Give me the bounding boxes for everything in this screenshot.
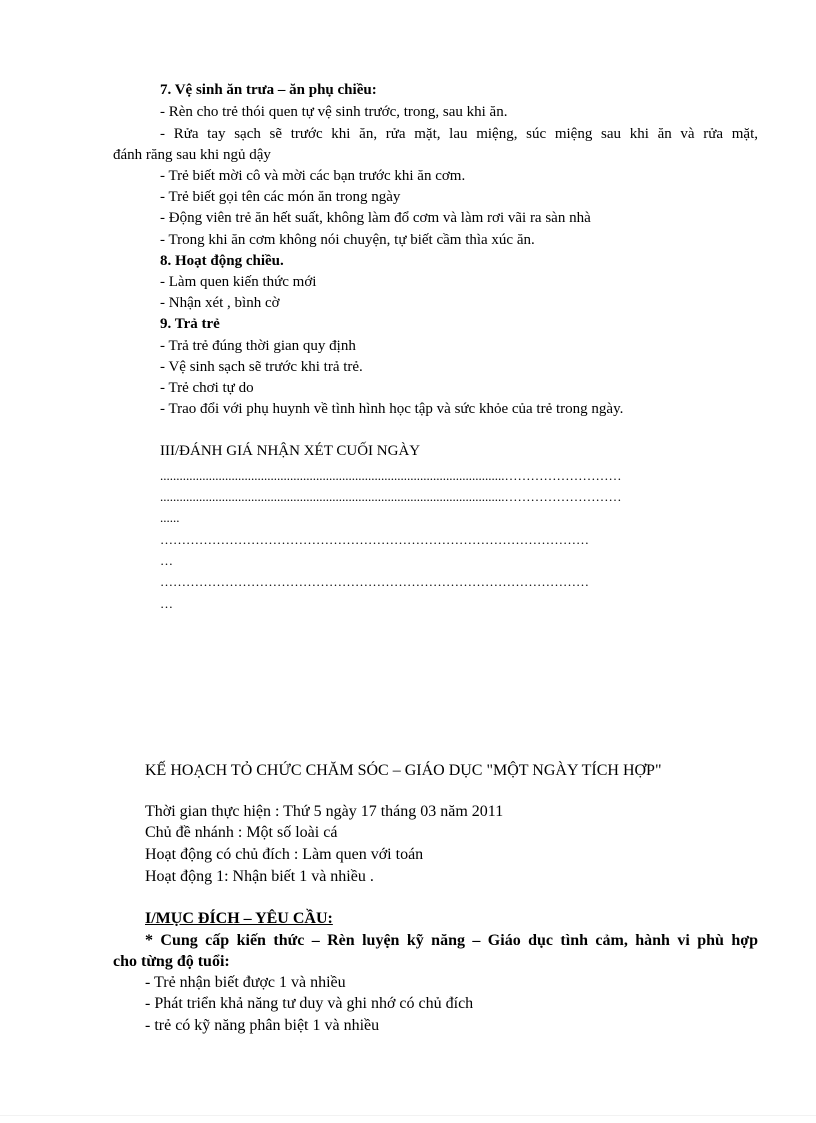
- evaluation-dotted-line: ......: [160, 510, 180, 525]
- plan-topic: Chủ đề nhánh : Một số loài cá: [145, 824, 338, 841]
- section-7-line: - Trẻ biết gọi tên các món ăn trong ngày: [160, 189, 401, 205]
- objective-item: - trẻ có kỹ năng phân biệt 1 và nhiều: [145, 1017, 380, 1034]
- section-7-line: - Rèn cho trẻ thói quen tự vệ sinh trước, trong, sau khi ăn.: [160, 104, 508, 120]
- objective-item: - Phát triển khả năng tư duy và ghi nhớ có chủ đích: [145, 995, 474, 1012]
- section-7-line: - Động viên trẻ ăn hết suất, không làm đổ cơm và làm rơi vãi ra sàn nhà: [160, 210, 591, 226]
- section-9-line: - Trẻ chơi tự do: [160, 380, 254, 396]
- section-7-heading: 7. Vệ sinh ăn trưa – ăn phụ chiều:: [160, 82, 377, 98]
- section-7-line: - Trong khi ăn cơm không nói chuyện, tự biết cầm thìa xúc ăn.: [160, 232, 535, 248]
- evaluation-dotted-line: ………………………………………………………………………………………: [160, 532, 589, 547]
- section-9-line: - Trao đổi với phụ huynh về tình hình học tập và sức khỏe của trẻ trong ngày.: [160, 401, 624, 417]
- section-7-line: - Rửa tay sạch sẽ trước khi ăn, rửa mặt, lau miệng, súc miệng sau khi ăn và rửa mặt,: [160, 126, 758, 142]
- section-7-line: - Trẻ biết mời cô và mời các bạn trước khi ăn cơm.: [160, 168, 466, 184]
- evaluation-dotted-line: ..........................................................................................................………………………: [160, 468, 622, 483]
- evaluation-heading: III/ĐÁNH GIÁ NHẬN XÉT CUỐI NGÀY: [160, 443, 421, 459]
- section-9-line: - Vệ sinh sạch sẽ trước khi trả trẻ.: [160, 359, 363, 375]
- page-bottom-edge: [0, 1115, 816, 1116]
- section-7-line: đánh răng sau khi ngủ dậy: [113, 147, 271, 163]
- evaluation-dotted-line: …: [160, 596, 173, 611]
- plan-time: Thời gian thực hiện : Thứ 5 ngày 17 tháng 03 năm 2011: [145, 803, 504, 820]
- evaluation-dotted-line: ………………………………………………………………………………………: [160, 574, 589, 589]
- section-9-heading: 9. Trả trẻ: [160, 316, 220, 332]
- objective-item: - Trẻ nhận biết được 1 và nhiều: [145, 974, 346, 991]
- objectives-subheading-cont: cho từng độ tuổi:: [113, 953, 230, 970]
- section-8-heading: 8. Hoạt động chiều.: [160, 253, 284, 269]
- plan-activity: Hoạt động có chủ đích : Làm quen với toán: [145, 846, 424, 863]
- objectives-subheading: * Cung cấp kiến thức – Rèn luyện kỹ năng – Giáo dục tình cảm, hành vi phù hợp: [145, 932, 758, 949]
- section-8-line: - Nhận xét , bình cờ: [160, 295, 280, 311]
- plan-title: KẾ HOẠCH TỎ CHỨC CHĂM SÓC – GIÁO DỤC "MỘT NGÀY TÍCH HỢP": [145, 762, 662, 779]
- section-8-line: - Làm quen kiến thức mới: [160, 274, 317, 290]
- section-9-line: - Trả trẻ đúng thời gian quy định: [160, 338, 356, 354]
- evaluation-dotted-line: …: [160, 553, 173, 568]
- evaluation-dotted-line: ..........................................................................................................………………………: [160, 489, 622, 504]
- objectives-heading: I/MỤC ĐÍCH – YÊU CẦU:: [145, 910, 333, 927]
- plan-activity-1: Hoạt động 1: Nhận biết 1 và nhiều .: [145, 868, 374, 885]
